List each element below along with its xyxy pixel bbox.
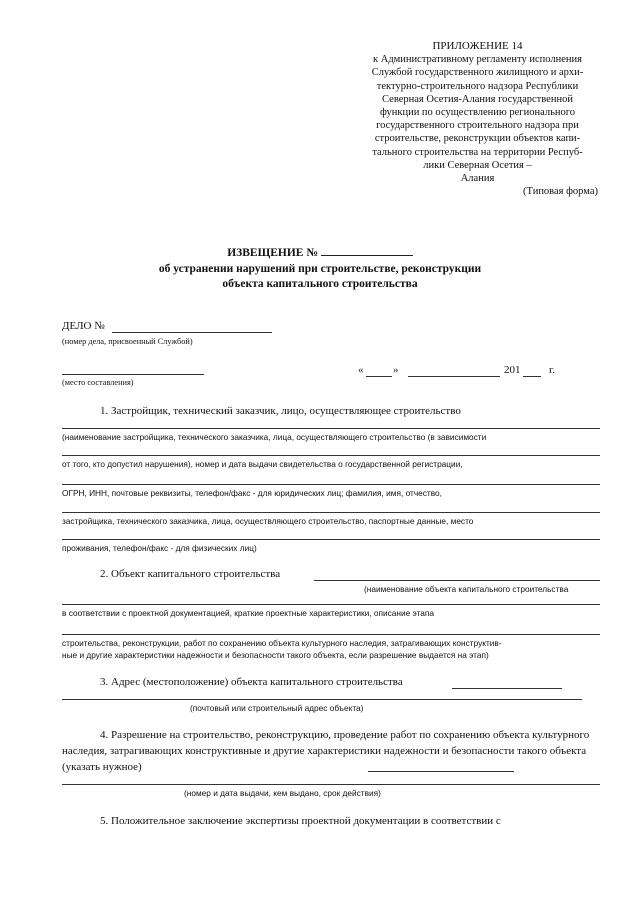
section2-hint-name: (наименование объекта капитального строительства <box>364 584 569 594</box>
place-field[interactable] <box>62 374 204 375</box>
section2-label: 2. Объект капитального строительства <box>100 568 281 580</box>
date-day-field[interactable] <box>366 376 392 377</box>
notice-subtitle-2: объекта капитального строительства <box>222 278 418 290</box>
date-year-field[interactable] <box>523 376 541 377</box>
appendix-line: лики Северная Осетия – <box>423 159 532 171</box>
section3-label: 3. Адрес (местоположение) объекта капитального строительства <box>100 676 403 688</box>
notice-title-text: ИЗВЕЩЕНИЕ № <box>227 247 318 259</box>
section1-hint: от того, кто допустил нарушения), номер и дата выдачи свидетельства о государственной регистрации, <box>62 459 463 469</box>
appendix-line: функции по осуществлению регионального <box>379 107 576 119</box>
section2-hint: ные и другие характеристики надежности и безопасности такого объекта, если разрешение выдается на этап) <box>62 650 489 660</box>
section2-hint: строительства, реконструкции, работ по сохранению объекта культурного наследия, затрагивающих конструктив- <box>62 638 502 648</box>
date-month-field[interactable] <box>408 376 500 377</box>
section2-hint: в соответствии с проектной документацией, краткие проектные характеристики, описание этапа <box>62 608 434 618</box>
appendix-line: к Административному регламенту исполнения <box>373 54 582 66</box>
appendix-line: Алания <box>460 173 495 185</box>
section4-hint: (номер и дата выдачи, кем выдано, срок действия) <box>184 788 381 798</box>
notice-subtitle-1: об устранении нарушений при строительстве, реконструкции <box>158 263 482 275</box>
section1-field-line[interactable] <box>62 484 600 485</box>
notice-title <box>0 246 640 261</box>
section2-name-field[interactable] <box>314 580 600 581</box>
section1-field-line[interactable] <box>62 512 600 513</box>
appendix-line: строительстве, реконструкции объектов капи- <box>374 133 581 145</box>
section2-field-line[interactable] <box>62 634 600 635</box>
date-year-suffix: г. <box>549 364 556 376</box>
section1-field-line[interactable] <box>62 539 600 540</box>
appendix-line: тального строительства на территории Респуб- <box>372 146 583 158</box>
date-quote-close: » <box>393 364 399 376</box>
section1-hint: застройщика, технического заказчика, лица, осуществляющего строительство, паспортные данные, место <box>62 516 474 526</box>
appendix-line: тектурно-строительного надзора Республики <box>376 80 579 92</box>
appendix-line: Службой государственного жилищного и архи- <box>371 67 584 79</box>
section3-hint: (почтовый или строительный адрес объекта) <box>190 703 364 713</box>
appendix-line: Северная Осетия-Алания государственной <box>382 93 573 105</box>
case-label: ДЕЛО № <box>62 320 105 332</box>
notice-number-field[interactable] <box>321 255 413 256</box>
case-number-field[interactable] <box>112 332 272 333</box>
appendix-header <box>330 40 625 198</box>
section4-field-line[interactable] <box>62 784 600 785</box>
case-hint: (номер дела, присвоенный Службой) <box>62 337 193 346</box>
section4-text: 4. Разрешение на строительство, реконструкцию, проведение работ по сохранению объекта культурного наследия, затрагивающих конструктивные и другие характеристики надежности и безопасности такого объекта (указать нужное) <box>62 729 590 773</box>
section4-field[interactable] <box>368 771 514 772</box>
section1-field-line[interactable] <box>62 455 600 456</box>
section5-text: 5. Положительное заключение экспертизы проектной документации в соответствии с <box>100 815 501 827</box>
appendix-title: ПРИЛОЖЕНИЕ 14 <box>432 40 523 52</box>
appendix-line: государственного строительного надзора при <box>376 120 579 132</box>
date-quote-open: « <box>358 364 364 376</box>
section1-hint: проживания, телефон/факс - для физических лиц) <box>62 543 257 553</box>
section2-field-line[interactable] <box>62 604 600 605</box>
section1-hint: ОГРН, ИНН, почтовые реквизиты, телефон/факс - для юридических лиц; фамилия, имя, отчество, <box>62 488 442 498</box>
date-year-prefix: 201 <box>504 364 521 376</box>
section1-hint: (наименование застройщика, технического заказчика, лица, осуществляющего строительство (в зависимости <box>62 432 487 442</box>
form-type-note: (Типовая форма) <box>523 186 598 198</box>
section3-address-field[interactable] <box>452 688 562 689</box>
section1-field-line[interactable] <box>62 428 600 429</box>
section3-field-line[interactable] <box>62 699 582 700</box>
place-hint: (место составления) <box>62 378 134 387</box>
section1-label: 1. Застройщик, технический заказчик, лицо, осуществляющее строительство <box>100 405 461 417</box>
